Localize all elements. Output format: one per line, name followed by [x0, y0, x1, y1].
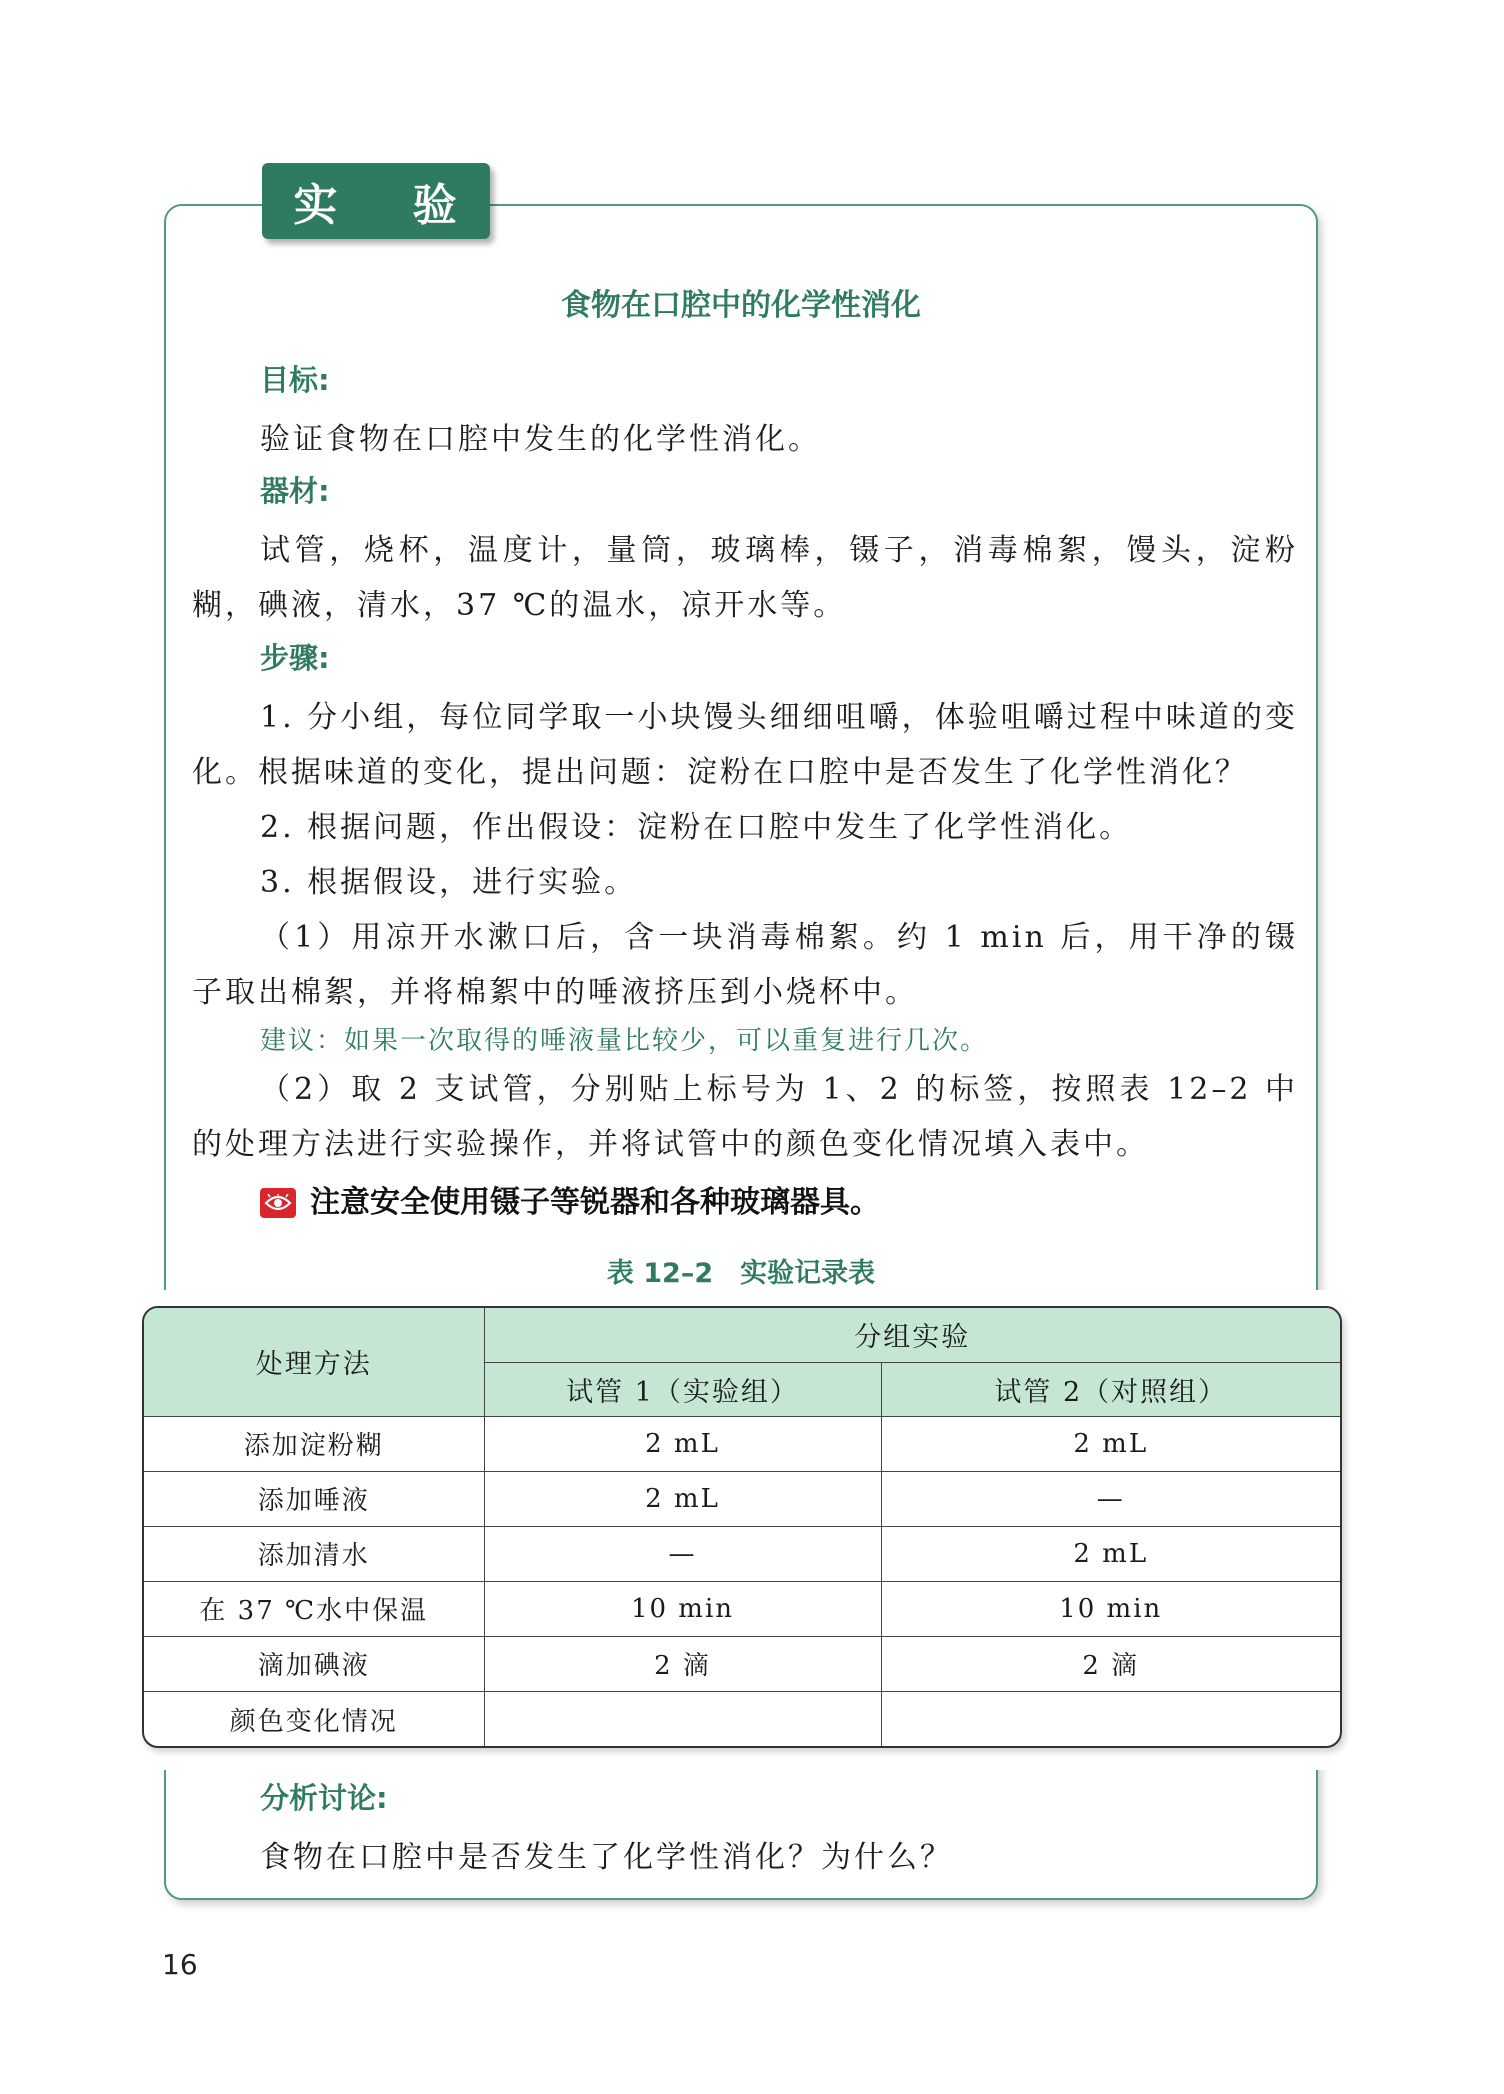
cell-method: 添加清水 — [144, 1526, 484, 1581]
tip-text: 建议：如果一次取得的唾液量比较少，可以重复进行几次。 — [260, 1026, 989, 1056]
goal-heading: 目标: — [260, 363, 330, 397]
safety-warning-text: 注意安全使用镊子等锐器和各种玻璃器具。 — [310, 1185, 880, 1220]
cell-tube-2: — — [881, 1471, 1340, 1526]
goal-text: 验证食物在口腔中发生的化学性消化。 — [260, 422, 821, 457]
header-tube-2: 试管 2（对照组） — [881, 1362, 1340, 1416]
cell-method: 滴加碘液 — [144, 1636, 484, 1691]
table-row — [144, 1581, 1340, 1636]
header-method: 处理方法 — [144, 1308, 484, 1416]
header-tube-1: 试管 1（实验组） — [484, 1362, 881, 1416]
cell-tube-1: 2 mL — [484, 1416, 881, 1471]
cell-tube-2: 2 mL — [881, 1526, 1340, 1581]
discussion-section — [192, 1778, 1298, 1885]
cell-tube-1: 2 滴 — [484, 1636, 881, 1691]
cell-method: 颜色变化情况 — [144, 1692, 484, 1746]
step-1: 1. 分小组，每位同学取一小块馒头细细咀嚼，体验咀嚼过程中味道的变化。根据味道的变化，提出问题：淀粉在口腔中是否发生了化学性消化？ — [192, 700, 1298, 790]
cell-method: 添加淀粉糊 — [144, 1416, 484, 1471]
goal-section — [192, 360, 1298, 467]
steps-heading: 步骤: — [260, 641, 330, 675]
steps-section — [192, 638, 1298, 1226]
discussion-heading: 分析讨论: — [260, 1781, 388, 1815]
step-3-sub-2: （2）取 2 支试管，分别贴上标号为 1、2 的标签，按照表 12–2 中的处理方法进行实验操作，并将试管中的颜色变化情况填入表中。 — [192, 1072, 1298, 1162]
table-caption: 表 12–2 实验记录表 — [606, 1258, 876, 1289]
cell-tube-2: 2 滴 — [881, 1636, 1340, 1691]
step-2: 2. 根据问题，作出假设：淀粉在口腔中发生了化学性消化。 — [260, 810, 1133, 845]
discussion-text: 食物在口腔中是否发生了化学性消化？为什么？ — [260, 1840, 953, 1875]
cell-tube-2[interactable] — [881, 1692, 1340, 1746]
experiment-title: 食物在口腔中的化学性消化 — [561, 288, 921, 323]
page-number: 16 — [162, 1948, 198, 1981]
step-3-sub-1: （1）用凉开水漱口后，含一块消毒棉絮。约 1 min 后，用干净的镊子取出棉絮，并将棉絮中的唾液挤压到小烧杯中。 — [192, 920, 1298, 1010]
cell-tube-1[interactable] — [484, 1692, 881, 1746]
cell-tube-1: 10 min — [484, 1581, 881, 1636]
safety-warning — [192, 1180, 1298, 1226]
table-row — [144, 1526, 1340, 1581]
header-group: 分组实验 — [484, 1308, 1340, 1362]
materials-text: 试管，烧杯，温度计，量筒，玻璃棒，镊子，消毒棉絮，馒头，淀粉糊，碘液，清水，37 ℃的温水，凉开水等。 — [192, 533, 1298, 623]
step-3: 3. 根据假设，进行实验。 — [260, 865, 638, 900]
eye-warning-icon — [260, 1188, 296, 1218]
cell-tube-2: 10 min — [881, 1581, 1340, 1636]
cell-method: 在 37 ℃水中保温 — [144, 1581, 484, 1636]
table-row — [144, 1471, 1340, 1526]
materials-section — [192, 471, 1298, 633]
table-row — [144, 1692, 1340, 1746]
record-table — [142, 1306, 1342, 1748]
cell-method: 添加唾液 — [144, 1471, 484, 1526]
materials-heading: 器材: — [260, 474, 330, 508]
experiment-badge: 实 验 — [262, 163, 490, 239]
cell-tube-2: 2 mL — [881, 1416, 1340, 1471]
table-row — [144, 1416, 1340, 1471]
table-row — [144, 1636, 1340, 1691]
cell-tube-1: 2 mL — [484, 1471, 881, 1526]
cell-tube-1: — — [484, 1526, 881, 1581]
